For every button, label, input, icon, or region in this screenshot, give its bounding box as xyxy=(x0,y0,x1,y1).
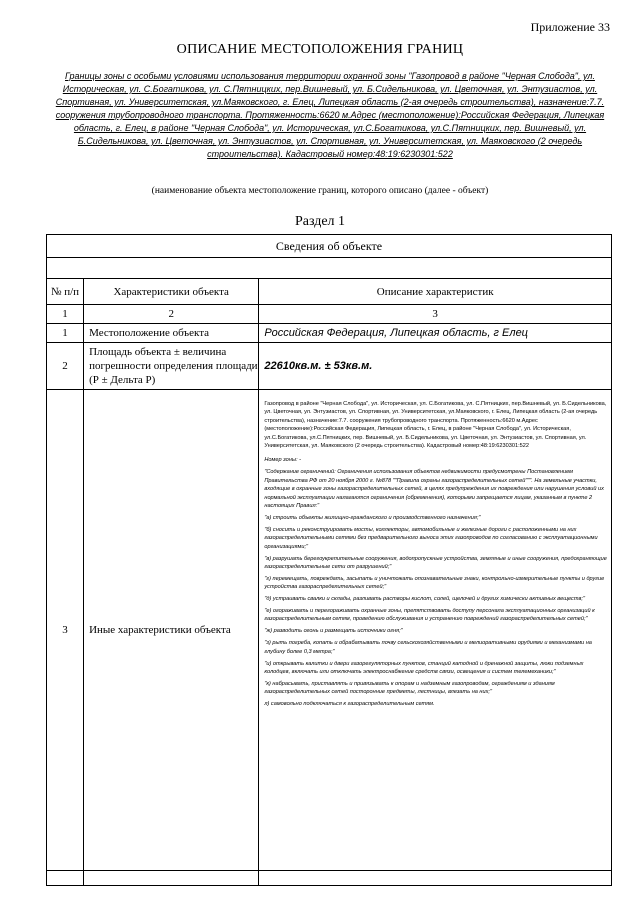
table-caption: Сведения об объекте xyxy=(47,235,612,258)
row-value: 22610кв.м. ± 53кв.м. xyxy=(259,343,612,390)
description-note: (наименование объекта местоположение границ, которого описано (далее - объект) xyxy=(151,186,489,196)
restrictions-list xyxy=(264,456,607,708)
restriction-paragraph: "з) рыть погреба, копать и обрабатывать почву сельскохозяйственными и мелиоративными орудиями и механизмами на глубину более 0,3 метра;" xyxy=(264,640,592,655)
restriction-paragraph: "д) устраивать свалки и склады, разливать растворы кислот, солей, щелочей и других химически активных веществ;" xyxy=(264,596,585,603)
restriction-paragraph: "ж) разводить огонь и размещать источники огня;" xyxy=(264,628,403,635)
restriction-paragraph: "е) огораживать и перегораживать охранные зоны, препятствовать доступу персонала эксплуатационных организаций к газораспределительным сетям, проведению обслуживания и устранению повреждений газораспределительных сетей;" xyxy=(264,608,595,623)
other-characteristics-intro: Газопровод в районе "Черная Слобода", ул. Историческая, ул. С.Богатикова, ул. С.Пятницких, пер.Вишневый, ул. Б.Сидельникова, ул. Цветочная, ул. Энтузиастов, ул. Спортивная, ул. Университетская, ул.Маяковского, г. Елец, Липецкая область (2-ая очередь строительства), назначение:7.7. сооружения трубопроводного транспорта. Протяженность:6620 м.Адрес (местоположение):Российская Федерация, Липецкая область, г. Елец, в районе "Черная Слобода", ул. Историческая, ул.С.Богатикова, ул.С.Пятницких, пер. Вишневый, ул. Б.Сидельникова, ул. Цветочная, ул. Энтузиастов, ул. Спортивная, ул. Университетская, ул. Маяковского (2 очередь строительства). Кадастровый номер:48:19:6230301:522 xyxy=(264,401,607,450)
object-info-table xyxy=(46,234,612,886)
column-number: 2 xyxy=(84,305,259,324)
column-header: № п/п xyxy=(47,279,84,305)
restriction-paragraph: "в) разрушать берегоукрепительные сооружения, водопропускные устройства, земляные и иные сооружения, предохраняющие газораспределительные сети от разрушений;" xyxy=(264,555,607,570)
row-value: Российская Федерация, Липецкая область, г Елец xyxy=(259,324,612,343)
row-number: 1 xyxy=(47,324,84,343)
restriction-paragraph: "к) набрасывать, приставлять и привязывать к опорам и надземным газопроводам, ограждениям и зданиям газораспределительных сетей посторонние предметы, лестницы, влезать на них;" xyxy=(264,680,555,696)
column-number: 1 xyxy=(47,305,84,324)
row-characteristic: Иные характеристики объекта xyxy=(84,390,259,871)
page-title: ОПИСАНИЕ МЕСТОПОЛОЖЕНИЯ ГРАНИЦ xyxy=(176,42,464,57)
table-row xyxy=(47,390,612,871)
column-header: Характеристики объекта xyxy=(84,279,259,305)
row-characteristic: Местоположение объекта xyxy=(84,324,259,343)
restriction-paragraph: Номер зоны: - xyxy=(264,457,301,464)
restriction-paragraph: "и) открывать калитки и двери газорегуляторных пунктов, станций катодной и дренажной защиты, люки подземных колодцев, включать или отключать электроснабжение средств связи, освещения и систем телемеханики;" xyxy=(264,660,584,675)
blank-row xyxy=(47,258,612,279)
row-number: 3 xyxy=(47,390,84,871)
row-number: 2 xyxy=(47,343,84,390)
restriction-paragraph: "б) сносить и реконструировать мосты, коллекторы, автомобильные и железные дороги с расположенными на них газораспределительными сетями без предварительного выноса этих газопроводов по согласованию с эксплуатационными организациями;" xyxy=(264,526,598,550)
row-value xyxy=(259,390,612,871)
column-number: 3 xyxy=(259,305,612,324)
column-number-row xyxy=(47,305,612,324)
table-row xyxy=(47,343,612,390)
restriction-paragraph: "г) перемещать, повреждать, засыпать и уничтожать опознавательные знаки, контрольно-измерительные пункты и другие устройства газораспределительных сетей;" xyxy=(264,575,605,591)
restriction-paragraph: "Содержание ограничений: Ограничения использования объектов недвижимости предусмотрены Постановлением Правительства РФ от 20 ноября 2000 г. №878 ""Правила охраны газораспределительных сетей""". На земельные участки, входящие в охранные зоны газораспределительных сетей, в целях предупреждения их повреждения или нарушения условий их нормальной эксплуатации налагаются ограничения (обременения), которыми запрещается лицам, указанным в пункте 2 настоящих Правил:" xyxy=(264,469,604,509)
object-description: Границы зоны с особыми условиями использования территории охранной зоны "Газопровод в районе "Черная Слобода", ул. Историческая, ул. С.Богатикова, ул. С.Пятницких, пер.Вишневый, ул. Б.Сидельникова, ул. Цветочная, ул. Энтузиастов, ул. Спортивная, ул. Университетская, ул.Маяковского, г. Елец, Липецкая область (2-ая очередь строительства), назначение:7.7. сооружения трубопроводного транспорта. Протяженность:6620 м.Адрес (местоположение):Российская Федерация, Липецкая область, г. Елец, в районе "Черная Слобода", ул. Историческая, ул.С.Богатикова, ул.С.Пятницких, пер. Вишневый, ул. Б.Сидельникова, ул. Цветочная, ул. Энтузиастов, ул. Спортивная, ул. Университетская, ул. Маяковского (2 очередь строительства). Кадастровый номер:48:19:6230301:522 xyxy=(55,71,605,159)
column-header: Описание характеристик xyxy=(259,279,612,305)
section-title: Раздел 1 xyxy=(294,214,346,229)
appendix-label: Приложение 33 xyxy=(530,20,610,34)
restriction-paragraph: л) самовольно подключаться к газораспределительным сетям. xyxy=(264,701,435,708)
restriction-paragraph: "а) строить объекты жилищно-гражданского и производственного назначения;" xyxy=(264,514,481,521)
table-continuation xyxy=(47,871,612,886)
column-header-row xyxy=(47,279,612,305)
row-characteristic: Площадь объекта ± величина погрешности определения площади (Р ± Дельта Р) xyxy=(84,343,259,390)
table-row xyxy=(47,324,612,343)
